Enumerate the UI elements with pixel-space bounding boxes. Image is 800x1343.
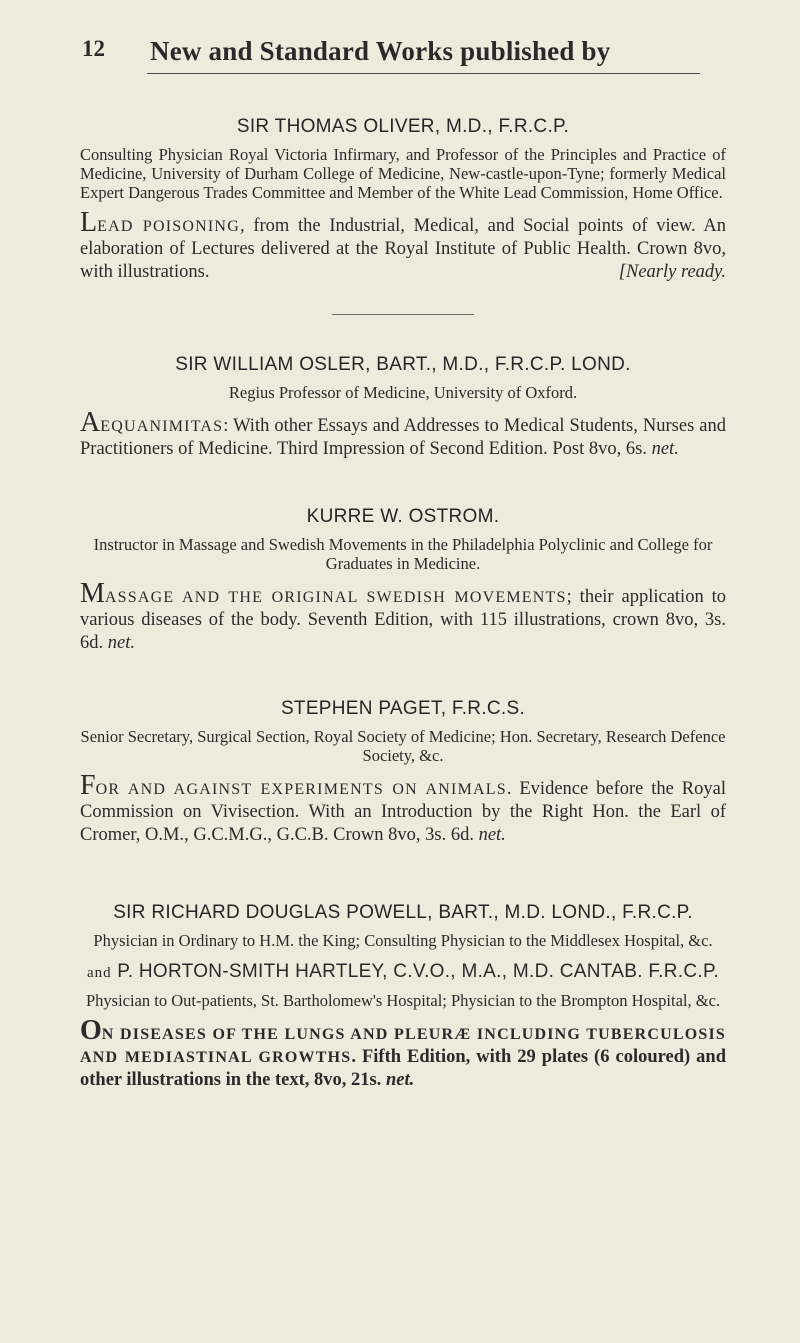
coauthor-name: P. HORTON-SMITH HARTLEY, C.V.O., M.A., M.D. CANTAB. F.R.C.P.	[117, 961, 720, 982]
work-title: EAD POISONING	[97, 218, 240, 235]
work-description	[80, 770, 726, 847]
author-position: Regius Professor of Medicine, University of Oxford.	[228, 383, 578, 402]
work-text: ; their application to various diseases of the body. Seventh Edition, with 115 illustrations, crown 8vo, 3s. 6d.	[80, 587, 727, 653]
net-label: net.	[385, 1070, 415, 1090]
work-initial: L	[80, 207, 98, 238]
work-initial: M	[80, 578, 105, 609]
net-label: net.	[651, 439, 679, 459]
author-position: Consulting Physician Royal Victoria Infirmary, and Professor of the Principles and Practice of Medicine, University of Durham College of Medicine, New-castle-upon-Tyne; formerly Medical Expert Dangerous Trades Committee and Member of the White Lead Commission, Home Office.	[80, 145, 726, 202]
work-title: OR AND AGAINST EXPERIMENTS ON ANIMALS	[95, 781, 507, 798]
entry-paget	[80, 697, 726, 847]
coauthor-position: Physician to Out-patients, St. Bartholomew's Hospital; Physician to the Brompton Hospital, &c.	[85, 991, 721, 1010]
author-position: Physician in Ordinary to H.M. the King; Consulting Physician to the Middlesex Hospital, &c.	[93, 931, 713, 950]
work-initial: O	[80, 1015, 102, 1046]
header-rule	[147, 73, 700, 74]
entry-powell-hartley	[80, 901, 726, 1092]
work-title: ASSAGE AND THE ORIGINAL SWEDISH MOVEMENTS	[104, 589, 567, 606]
work-title: EQUANIMITAS	[100, 418, 224, 435]
and-word: and	[86, 965, 112, 981]
author-name: STEPHEN PAGET, F.R.C.S.	[280, 698, 526, 719]
work-text: . Evidence before the Royal Commission on Vivisection. With an Introduction by the Right Hon. the Earl of Cromer, O.M., G.C.M.G., G.C.B. Crown 8vo, 3s. 6d.	[80, 779, 726, 845]
author-position: Instructor in Massage and Swedish Movements in the Philadelphia Polyclinic and College for Graduates in Medicine.	[93, 535, 713, 573]
running-title: New and Standard Works published by	[150, 36, 611, 66]
work-description	[80, 407, 726, 461]
work-text: , from the Industrial, Medical, and Social points of view. An elaboration of Lectures delivered at the Royal Institute of Public Health. Crown 8vo, with illustrations.	[80, 216, 726, 282]
author-position: Senior Secretary, Surgical Section, Royal Society of Medicine; Hon. Secretary, Research Defence Society, &c.	[80, 727, 726, 765]
coauthor-line	[80, 960, 726, 985]
work-text: . Fifth Edition, with 29 plates (6 coloured) and other illustrations in the text, 8vo, 21s.	[80, 1047, 727, 1090]
net-label: net.	[478, 825, 506, 845]
entry-ostrom	[80, 505, 726, 655]
page-header	[0, 36, 800, 76]
work-title: N DISEASES OF THE LUNGS AND PLEURÆ INCLUDING TUBERCULOSIS AND MEDIASTINAL GROWTHS	[80, 1026, 726, 1066]
author-name: SIR THOMAS OLIVER, M.D., F.R.C.P.	[236, 116, 570, 137]
net-label: net.	[107, 633, 135, 653]
work-text: : With other Essays and Addresses to Medical Students, Nurses and Practitioners of Medicine. Third Impression of Second Edition. Post 8vo, 6s.	[80, 416, 726, 459]
work-description	[80, 207, 726, 284]
author-name: SIR WILLIAM OSLER, BART., M.D., F.R.C.P. LOND.	[175, 354, 631, 375]
work-description	[80, 578, 727, 655]
entries-list	[80, 115, 726, 1092]
publication-status: [Nearly ready.	[618, 262, 726, 282]
work-description	[80, 1015, 727, 1092]
author-name: SIR RICHARD DOUGLAS POWELL, BART., M.D. LOND., F.R.C.P.	[113, 902, 693, 923]
author-name: KURRE W. OSTROM.	[306, 506, 500, 527]
separator-rule	[332, 314, 474, 315]
work-initial: F	[80, 770, 96, 801]
work-initial: A	[80, 407, 101, 438]
entry-osler	[80, 353, 726, 461]
entry-oliver	[80, 115, 726, 315]
page-number: 12	[82, 36, 105, 61]
